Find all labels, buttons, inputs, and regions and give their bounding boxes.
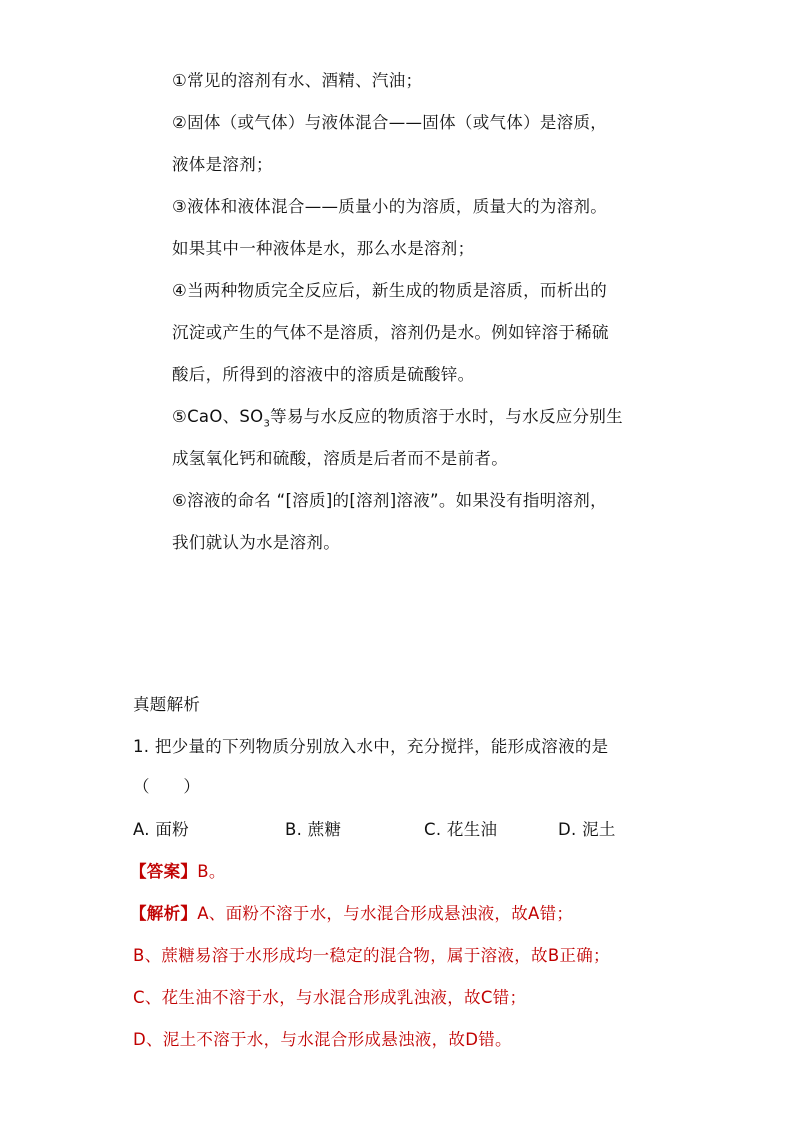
option-b: B. 蔗糖 — [285, 820, 342, 839]
analysis-a: A、面粉不溶于水，与水混合形成悬浊液，故A错； — [197, 904, 574, 923]
note-1: ①常见的溶剂有水、酒精、汽油； — [172, 71, 423, 90]
note-3-cont: 如果其中一种液体是水，那么水是溶剂； — [172, 239, 475, 258]
note-3: ③液体和液体混合——质量小的为溶质，质量大的为溶剂。 — [172, 197, 608, 216]
note-2: ②固体（或气体）与液体混合——固体（或气体）是溶质， — [172, 113, 608, 132]
answer-line — [130, 861, 226, 883]
analysis-b: B、蔗糖易溶于水形成均一稳定的混合物，属于溶液，故B正确； — [133, 946, 610, 965]
note-5 — [172, 406, 623, 428]
option-c: C. 花生油 — [424, 820, 498, 839]
note-5-cont: 成氢氧化钙和硫酸，溶质是后者而不是前者。 — [172, 449, 508, 468]
note-5-sub: 3 — [263, 418, 271, 430]
answer-value: B。 — [197, 862, 226, 881]
option-d: D. 泥土 — [558, 820, 616, 839]
note-2-cont: 液体是溶剂； — [172, 155, 273, 174]
option-a: A. 面粉 — [133, 820, 189, 839]
note-4-cont-2: 酸后，所得到的溶液中的溶质是硫酸锌。 — [172, 365, 475, 384]
question-stem: 1. 把少量的下列物质分别放入水中，充分搅拌，能形成溶液的是 — [133, 737, 609, 756]
question-blank: （ ） — [133, 777, 201, 796]
analysis-label: 【解析】 — [130, 904, 198, 923]
note-6: ⑥溶液的命名 “[溶质]的[溶剂]溶液”。如果没有指明溶剂， — [172, 491, 607, 510]
answer-label: 【答案】 — [130, 862, 198, 881]
analysis-line-a — [130, 903, 573, 925]
note-4-cont-1: 沉淀或产生的气体不是溶质，溶剂仍是水。例如锌溶于稀硫 — [172, 323, 609, 342]
note-5-post: 等易与水反应的物质溶于水时，与水反应分别生 — [270, 407, 623, 426]
analysis-d: D、泥土不溶于水，与水混合形成悬浊液，故D错。 — [133, 1030, 512, 1049]
analysis-c: C、花生油不溶于水，与水混合形成乳浊液，故C错； — [133, 988, 527, 1007]
section-title: 真题解析 — [133, 695, 201, 714]
note-4: ④当两种物质完全反应后，新生成的物质是溶质，而析出的 — [172, 281, 608, 300]
note-6-cont: 我们就认为水是溶剂。 — [172, 533, 340, 552]
note-5-pre: ⑤CaO、SO — [172, 407, 264, 426]
